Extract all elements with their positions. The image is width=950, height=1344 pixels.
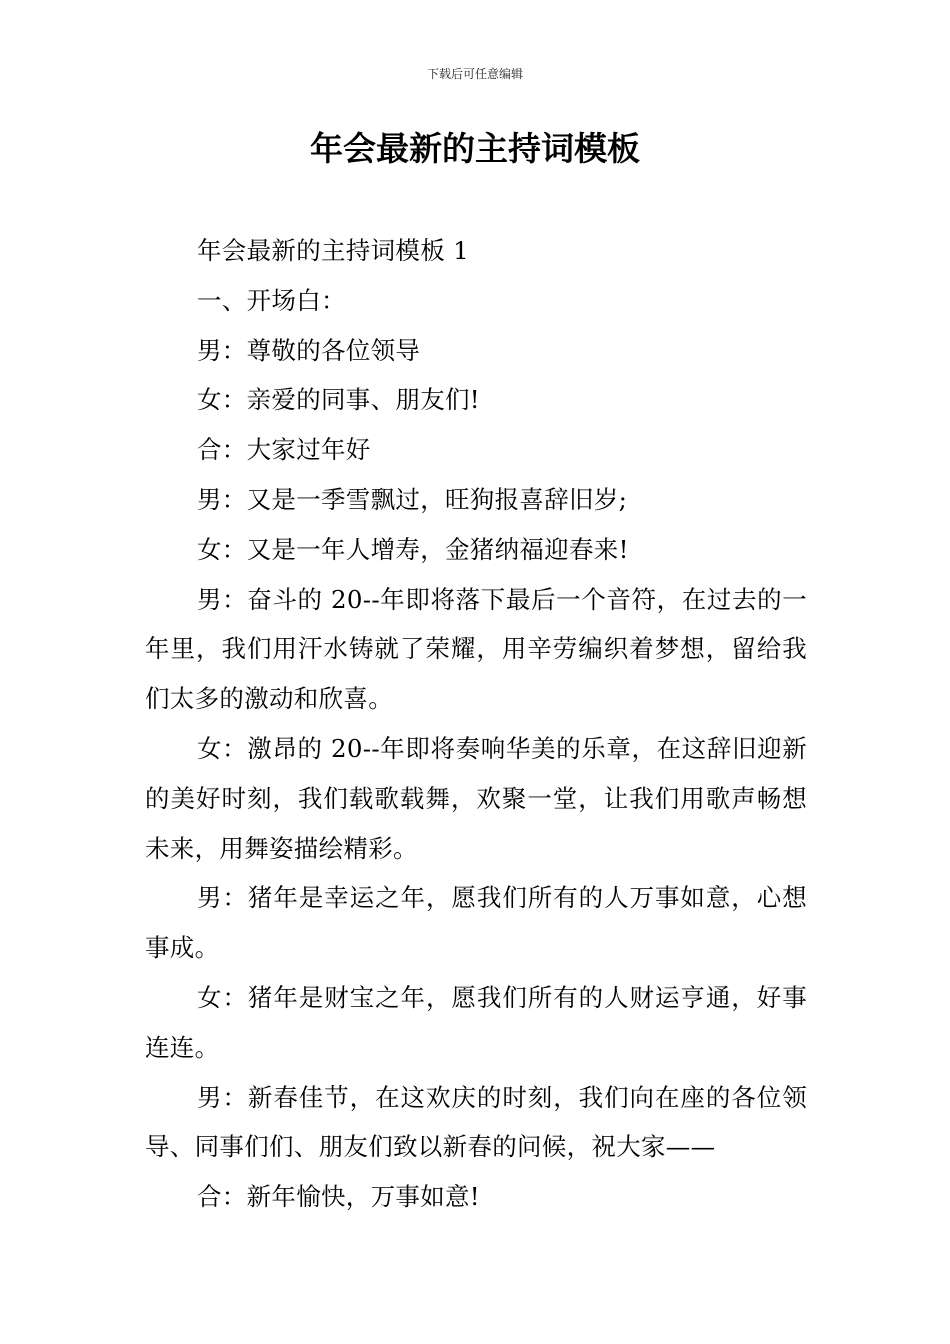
paragraph-line: 男：尊敬的各位领导 [197, 335, 421, 365]
paragraph-line: 合：大家过年好 [197, 435, 371, 465]
paragraph-opening-heading: 一、开场白： [197, 285, 346, 315]
paragraph-section-heading: 年会最新的主持词模板 1 [197, 236, 469, 265]
paragraph-line: 男：奋斗的 20--年即将落下最后一个音符，在过去的一年里，我们用汗水铸就了荣耀，用辛劳编织着梦想，留给我们太多的激动和欣喜。 [145, 584, 807, 714]
paragraph-line: 男：猪年是幸运之年，愿我们所有的人万事如意，心想事成。 [145, 883, 807, 963]
paragraph-line: 女：又是一年人增寿，金猪纳福迎春来! [197, 534, 629, 564]
paragraph-line: 女：亲爱的同事、朋友们! [197, 385, 480, 415]
paragraph-line: 男：又是一季雪飘过，旺狗报喜辞旧岁; [197, 484, 628, 514]
paragraph-line: 女：激昂的 20--年即将奏响华美的乐章，在这辞旧迎新的美好时刻，我们载歌载舞，欢聚一堂，让我们用歌声畅想未来，用舞姿描绘精彩。 [145, 733, 807, 863]
document-title: 年会最新的主持词模板 [310, 129, 640, 168]
paragraph-line: 合：新年愉快，万事如意! [197, 1182, 480, 1212]
header-note: 下载后可任意编辑 [426, 67, 523, 81]
paragraph-line: 女：猪年是财宝之年，愿我们所有的人财运亨通，好事连连。 [145, 982, 807, 1062]
document-body [145, 226, 807, 1222]
paragraph-line: 男：新春佳节，在这欢庆的时刻，我们向在座的各位领导、同事们们、朋友们致以新春的问候，祝大家—— [145, 1082, 807, 1162]
